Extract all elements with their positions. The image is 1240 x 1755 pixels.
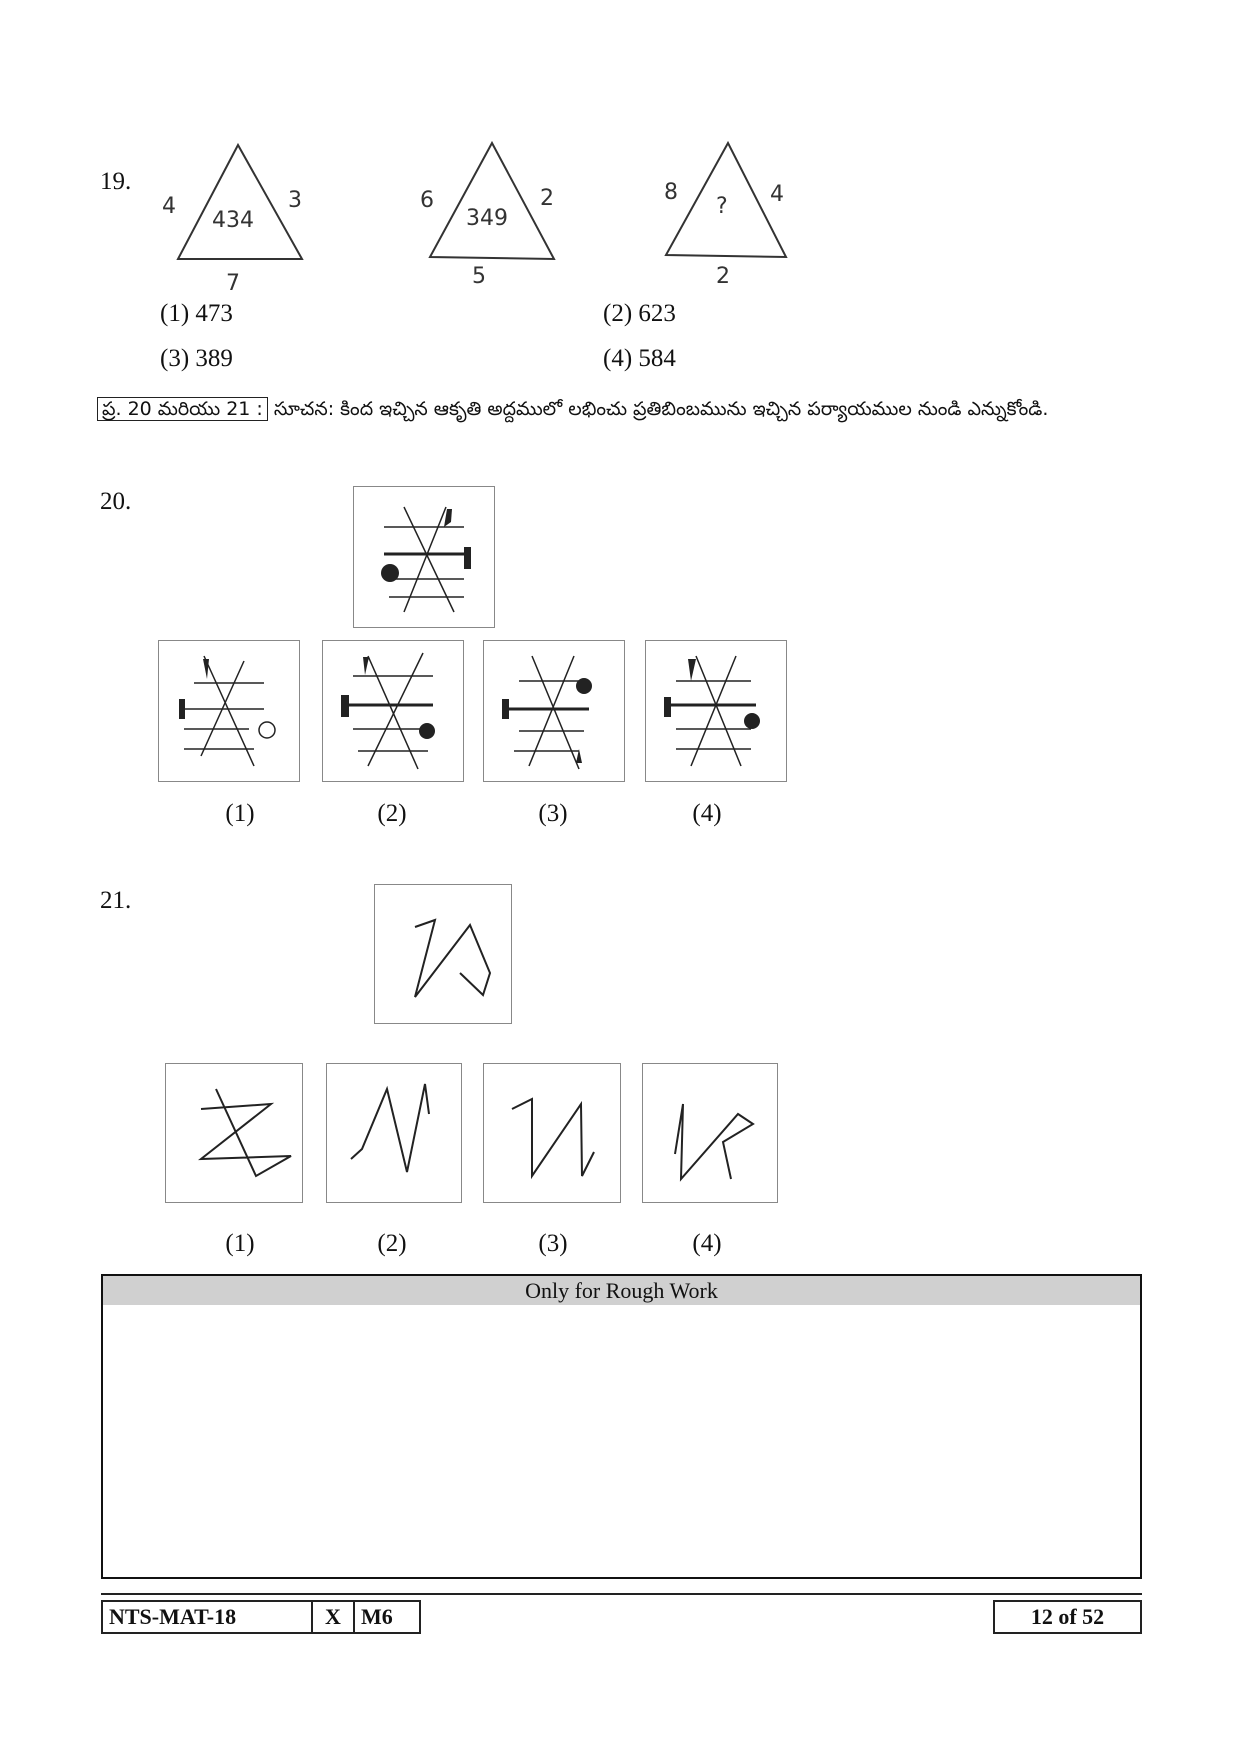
q20-option-1-figure[interactable] xyxy=(158,640,300,782)
footer-exam-code: NTS-MAT-18 xyxy=(101,1600,313,1634)
q21-option-3-label: (3) xyxy=(538,1230,568,1257)
instruction-tag: ప్ర. 20 మరియు 21 : xyxy=(97,397,268,421)
question-20-number: 20. xyxy=(100,488,132,515)
footer-medium: M6 xyxy=(353,1600,421,1634)
q21-option-1-figure[interactable] xyxy=(165,1063,303,1203)
q20-option-2-label: (2) xyxy=(377,800,407,827)
question-19-number: 19. xyxy=(100,168,132,195)
q19-triangle-1 xyxy=(150,135,320,295)
instruction-line xyxy=(97,398,1048,425)
q19-option-4: (4) 584 xyxy=(603,345,676,372)
q21-option-4-label: (4) xyxy=(692,1230,722,1257)
triangle-1-center-number: 434 xyxy=(212,208,254,233)
rough-work-title: Only for Rough Work xyxy=(103,1276,1140,1305)
triangle-2-left-number: 6 xyxy=(420,188,434,213)
triangle-1-left-number: 4 xyxy=(162,194,176,219)
q21-option-4-figure[interactable] xyxy=(642,1063,778,1203)
q19-triangle-2 xyxy=(410,135,580,295)
footer-divider xyxy=(101,1593,1142,1595)
question-21-number: 21. xyxy=(100,887,132,914)
triangle-2-bottom-number: 5 xyxy=(472,264,486,289)
triangle-3-right-number: 4 xyxy=(770,182,784,207)
q20-option-1-label: (1) xyxy=(225,800,255,827)
q20-option-3-figure[interactable] xyxy=(483,640,625,782)
instruction-text: సూచన: కింద ఇచ్చిన ఆకృతి అద్దములో లభించు ప్రతిబింబమును ఇచ్చిన పర్యాయముల నుండి ఎన్నుకోండి. xyxy=(273,398,1049,420)
rough-work-box xyxy=(101,1274,1142,1579)
q21-question-figure xyxy=(374,884,512,1024)
q20-option-4-label: (4) xyxy=(692,800,722,827)
q20-option-4-figure[interactable] xyxy=(645,640,787,782)
q19-option-1: (1) 473 xyxy=(160,300,233,327)
triangle-3-center-symbol: ? xyxy=(716,194,728,219)
triangle-2-center-number: 349 xyxy=(466,206,508,231)
footer-page-number: 12 of 52 xyxy=(993,1600,1142,1634)
q19-option-2: (2) 623 xyxy=(603,300,676,327)
triangle-2-right-number: 2 xyxy=(540,186,554,211)
q21-option-1-label: (1) xyxy=(225,1230,255,1257)
triangle-3-left-number: 8 xyxy=(664,180,678,205)
triangle-1-bottom-number: 7 xyxy=(226,271,240,296)
q19-triangle-3 xyxy=(650,135,820,295)
q21-option-3-figure[interactable] xyxy=(483,1063,621,1203)
footer-class: X xyxy=(311,1600,355,1634)
q20-question-figure xyxy=(353,486,495,628)
q19-option-3: (3) 389 xyxy=(160,345,233,372)
q20-option-3-label: (3) xyxy=(538,800,568,827)
q20-option-2-figure[interactable] xyxy=(322,640,464,782)
triangle-1-right-number: 3 xyxy=(288,188,302,213)
q21-option-2-figure[interactable] xyxy=(326,1063,462,1203)
triangle-3-bottom-number: 2 xyxy=(716,264,730,289)
q21-option-2-label: (2) xyxy=(377,1230,407,1257)
